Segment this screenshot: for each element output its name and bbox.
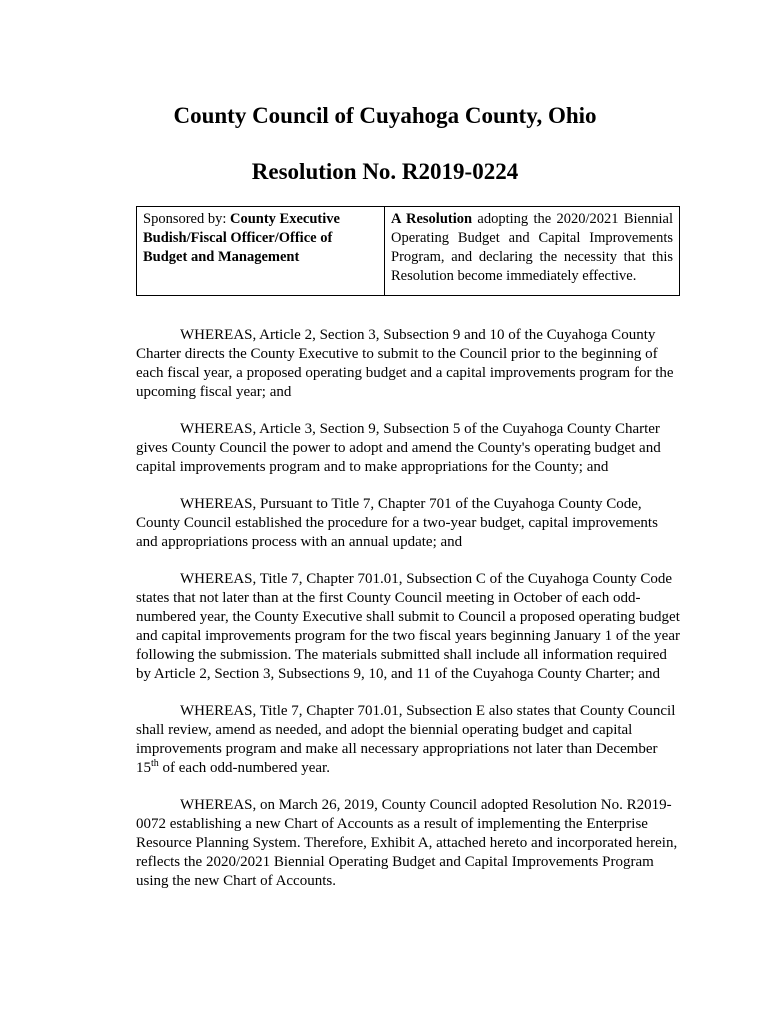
p5-text: WHEREAS, Title 7, Chapter 701.01, Subsection E also states that County Council shall review, amend as needed, and adopt the biennial operating budget and capital improvements program and make all necessary appropriations not later than December 15: [136, 703, 676, 776]
document-body: [136, 326, 680, 909]
whereas-paragraph-6: WHEREAS, on March 26, 2019, County Council adopted Resolution No. R2019-0072 establishing a new Chart of Accounts as a result of implementing the Enterprise Resource Planning System. Therefore, Exhibit A, attached hereto and incorporated herein, reflects the 2020/2021 Biennial Operating Budget and Capital Improvements Program using the new Chart of Accounts.: [136, 797, 678, 889]
p5-superscript: th: [151, 758, 159, 769]
resolution-description: adopting the 2020/2021 Biennial Operating Budget and Capital Improvements Program, and declaring the necessity that this Resolution become immediately effective.: [391, 211, 673, 284]
whereas-paragraph-3: WHEREAS, Pursuant to Title 7, Chapter 701 of the Cuyahoga County Code, County Council established the procedure for a two-year budget, capital improvements and appropriations process with an annual update; and: [136, 496, 658, 550]
resolution-description-cell: [385, 207, 679, 295]
whereas-paragraph-2: WHEREAS, Article 3, Section 9, Subsection 5 of the Cuyahoga County Charter gives County Council the power to adopt and amend the County's operating budget and capital improvements program and to make appropriations for the County; and: [136, 421, 661, 475]
resolution-number: Resolution No. R2019-0224: [251, 159, 519, 184]
p5-text-end: of each odd-numbered year.: [158, 760, 330, 776]
sponsor-prefix: Sponsored by:: [143, 211, 230, 227]
sponsor-name: County Executive Budish/Fiscal Officer/Office of Budget and Management: [143, 211, 340, 265]
whereas-paragraph-1: WHEREAS, Article 2, Section 3, Subsection 9 and 10 of the Cuyahoga County Charter directs the County Executive to submit to the Council prior to the beginning of each fiscal year, a proposed operating budget and a capital improvements program for the upcoming fiscal year; and: [136, 327, 674, 400]
sponsor-cell: [137, 207, 385, 295]
resolution-label: A Resolution: [391, 211, 473, 227]
document-title: County Council of Cuyahoga County, Ohio: [173, 103, 597, 128]
whereas-paragraph-5: [136, 702, 680, 778]
sponsor-table: [136, 206, 680, 296]
whereas-paragraph-4: WHEREAS, Title 7, Chapter 701.01, Subsection C of the Cuyahoga County Code states that not later than at the first County Council meeting in October of each odd-numbered year, the County Executive shall submit to Council a proposed operating budget and capital improvements program for the two fiscal years beginning January 1 of the year following the submission. The materials submitted shall include all information required by Article 2, Section 3, Subsections 9, 10, and 11 of the Cuyahoga County Charter; and: [136, 571, 680, 682]
